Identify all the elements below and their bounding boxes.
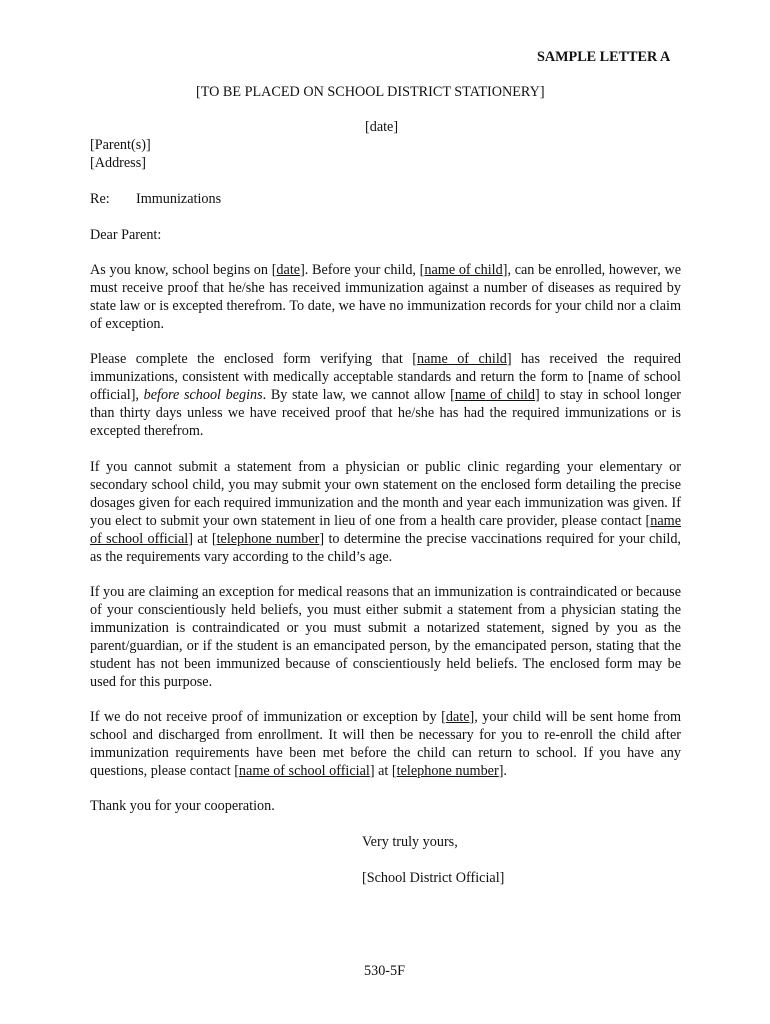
salutation: Dear Parent:	[90, 227, 162, 243]
date-placeholder: [date]	[365, 119, 399, 135]
valediction: Very truly yours,	[362, 834, 458, 850]
signature-placeholder: [School District Official]	[362, 870, 505, 886]
recipient-parents: [Parent(s)]	[90, 137, 151, 153]
emphasis-text: before school begins	[143, 387, 263, 403]
paragraph-5: If we do not receive proof of immunization or exception by [date], your child will be sent home from school and discharged from enrollment. It will then be necessary for you to re-enroll the child after immunization requirements have been met before the child can return to school. If you have any questions, please contact [name of school official] at [telephone number].	[90, 709, 681, 779]
stationery-note: [TO BE PLACED ON SCHOOL DISTRICT STATIONERY]	[196, 84, 545, 100]
paragraph-3: If you cannot submit a statement from a physician or public clinic regarding your elementary or secondary school child, you may submit your own statement on the enclosed form detailing the precise dosages given for each required immunization and the month and year each immunization was given. If you elect to submit your own statement in lieu of one from a health care provider, please contact [name of school official] at [telephone number] to determine the precise vaccinations required for your child, as the requirements vary according to the child’s age.	[90, 459, 681, 565]
child-name-field: name of child	[424, 262, 503, 278]
school-official-field: name of school official	[238, 763, 370, 779]
re-label: Re:	[90, 191, 110, 207]
paragraph-1: As you know, school begins on [date]. Before your child, [name of child], can be enrolled, however, we must receive proof that he/she has received immunization against a number of diseases as required by state law or is excepted therefrom. To date, we have no immunization records for your child nor a claim of exception.	[90, 262, 681, 332]
recipient-address: [Address]	[90, 155, 146, 171]
child-name-field: name of child	[417, 351, 507, 367]
child-name-field: name of child	[454, 387, 535, 403]
paragraph-4: If you are claiming an exception for medical reasons that an immunization is contraindicated or because of your conscientiously held beliefs, you must either submit a statement from a physician stating the immunization is contraindicated or you must submit a notarized statement, signed by you as the parent/guardian, or if the student is an emancipated person, by the emancipated person, stating that the student has not been immunized because of conscientiously held beliefs. The enclosed form may be used for this purpose.	[90, 584, 681, 690]
date-field: date	[445, 709, 470, 725]
footer-code: 530-5F	[364, 963, 405, 979]
telephone-field: telephone number	[216, 531, 320, 547]
letter-heading: SAMPLE LETTER A	[537, 49, 671, 65]
closing-thanks: Thank you for your cooperation.	[90, 798, 275, 814]
re-subject: Immunizations	[136, 191, 222, 207]
telephone-field: telephone number	[396, 763, 499, 779]
paragraph-2: Please complete the enclosed form verifying that [name of child] has received the required immunizations, consistent with medically acceptable standards and return the form to [name of school official], before school begins. By state law, we cannot allow [name of child] to stay in school longer than thirty days unless we have received proof that he/she has had the required immunizations or is excepted therefrom.	[90, 351, 681, 439]
date-field: date	[276, 262, 301, 278]
school-official-field: name of school official	[90, 513, 681, 547]
